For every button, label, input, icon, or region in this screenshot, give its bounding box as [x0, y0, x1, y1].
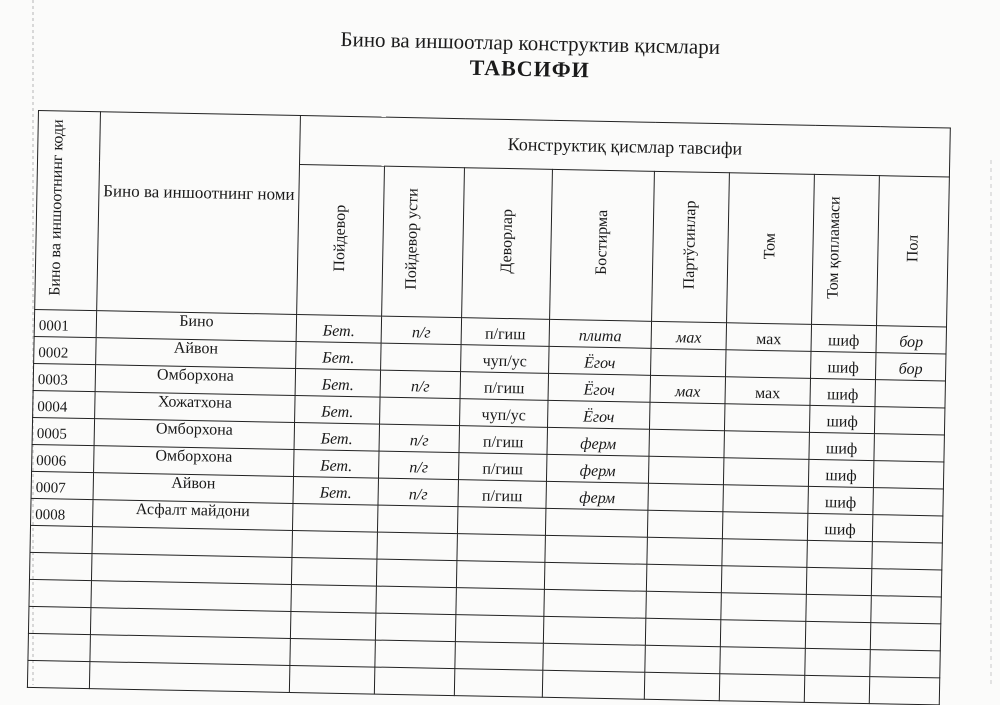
cell-1: Бет.	[295, 368, 381, 397]
cell-3: п/гиш	[458, 453, 547, 482]
cell-5	[648, 483, 724, 511]
cell-name	[90, 635, 290, 666]
cell-6	[722, 539, 808, 568]
cell-code	[29, 579, 92, 607]
cell-5	[651, 348, 727, 376]
cell-name	[89, 662, 289, 693]
cell-code	[27, 660, 90, 688]
cell-name: Бино	[96, 311, 296, 342]
cell-4: ферм	[546, 481, 648, 510]
cell-code: 0007	[31, 471, 94, 499]
header-name	[97, 112, 301, 315]
cell-3	[455, 615, 544, 644]
header-column	[462, 168, 553, 320]
cell-3	[456, 561, 545, 590]
cell-7: шиф	[811, 324, 877, 352]
cell-code: 0005	[32, 417, 95, 445]
cell-7	[805, 648, 871, 676]
cell-3	[456, 588, 545, 617]
cell-7: шиф	[808, 459, 874, 487]
cell-code: 0001	[34, 309, 97, 337]
cell-name: Омборхона	[95, 365, 295, 396]
cell-4	[544, 589, 646, 618]
cell-8	[869, 677, 940, 705]
cell-6	[723, 458, 809, 487]
cell-6: мах	[725, 377, 811, 406]
cell-1	[291, 557, 377, 586]
cell-5	[646, 564, 722, 592]
cell-4	[545, 508, 647, 537]
cell-8: бор	[876, 326, 947, 354]
cell-8	[875, 380, 946, 408]
cell-7: шиф	[810, 378, 876, 406]
header-group-label: Конструктиқ қисмлар тавсифи	[507, 133, 743, 159]
cell-code: 0003	[33, 363, 96, 391]
cell-1	[290, 611, 376, 640]
cell-code: 0006	[32, 444, 95, 472]
header-column-label: Деворлар	[497, 208, 516, 274]
cell-code: 0008	[31, 498, 94, 526]
cell-7	[805, 621, 871, 649]
cell-3: п/гиш	[460, 372, 549, 401]
header-column	[652, 171, 730, 322]
cell-1	[292, 503, 378, 532]
cell-5	[649, 402, 725, 430]
cell-5: мах	[651, 321, 727, 349]
cell-code	[28, 633, 91, 661]
cell-8	[872, 515, 943, 543]
cell-3	[454, 669, 543, 698]
construction-parts-table	[27, 110, 951, 705]
cell-7: шиф	[808, 486, 874, 514]
cell-2	[377, 505, 458, 534]
cell-4: плита	[549, 319, 651, 348]
header-column-label: Пойдевор	[330, 204, 350, 272]
cell-2: п/г	[380, 370, 461, 399]
cell-name	[90, 608, 290, 639]
cell-1	[289, 665, 375, 694]
cell-6	[721, 566, 807, 595]
cell-8	[870, 623, 941, 651]
cell-3: чуп/ус	[461, 345, 550, 374]
document-heading	[280, 25, 781, 87]
description-table-sheet	[27, 110, 951, 705]
cell-2	[376, 559, 457, 588]
cell-name: Омборхона	[94, 419, 294, 450]
cell-2: п/г	[378, 451, 459, 480]
cell-1: Бет.	[294, 449, 380, 478]
cell-8	[871, 596, 942, 624]
document-title: Бино ва иншоотлар конструктив қисмлари	[340, 27, 721, 59]
cell-7	[807, 540, 873, 568]
cell-8: бор	[875, 353, 946, 381]
cell-code: 0002	[34, 336, 97, 364]
cell-3: чуп/ус	[460, 399, 549, 428]
cell-4: ферм	[546, 454, 648, 483]
cell-8	[870, 650, 941, 678]
cell-3: п/гиш	[461, 318, 550, 347]
cell-5	[645, 618, 721, 646]
cell-4: ферм	[547, 427, 649, 456]
cell-1	[290, 638, 376, 667]
cell-6	[721, 593, 807, 622]
cell-3	[457, 507, 546, 536]
header-column	[877, 176, 950, 327]
cell-1: Бет.	[293, 476, 379, 505]
cell-2	[381, 343, 462, 372]
cell-2	[374, 667, 455, 696]
cell-name: Айвон	[96, 338, 296, 369]
cell-1: Бет.	[296, 315, 382, 344]
cell-5	[646, 591, 722, 619]
cell-5	[647, 537, 723, 565]
cell-4	[543, 643, 645, 672]
header-column	[382, 166, 465, 318]
cell-3: п/гиш	[459, 426, 548, 455]
cell-code: 0004	[33, 390, 96, 418]
cell-7	[806, 594, 872, 622]
cell-2	[380, 397, 461, 426]
header-code	[35, 111, 101, 311]
cell-8	[874, 407, 945, 435]
header-column-label: Бостирма	[592, 210, 611, 276]
cell-7	[806, 567, 872, 595]
cell-2: п/г	[379, 424, 460, 453]
cell-name: Хожатхона	[95, 392, 295, 423]
cell-8	[871, 569, 942, 597]
cell-2	[375, 640, 456, 669]
cell-6	[723, 485, 809, 514]
cell-name: Омборхона	[94, 446, 294, 477]
cell-6	[724, 431, 810, 460]
cell-name	[92, 527, 292, 558]
cell-1	[292, 530, 378, 559]
cell-5	[645, 645, 721, 673]
cell-3	[457, 534, 546, 563]
cell-name	[91, 554, 291, 585]
cell-2	[376, 586, 457, 615]
header-column	[550, 169, 655, 321]
cell-code	[29, 552, 92, 580]
header-column	[812, 174, 880, 325]
cell-7: шиф	[810, 351, 876, 379]
cell-8	[873, 488, 944, 516]
header-column-label: Пол	[903, 234, 922, 263]
document-subtitle: ТАВСИФИ	[469, 54, 591, 83]
cell-3: п/гиш	[458, 480, 547, 509]
cell-6	[724, 404, 810, 433]
cell-3	[455, 642, 544, 671]
header-code-label: Бино ва иншоотнинг коди	[45, 119, 67, 297]
header-column-label: Партўсинлар	[680, 200, 700, 290]
cell-5	[649, 429, 725, 457]
cell-1	[291, 584, 377, 613]
cell-8	[872, 542, 943, 570]
cell-7: шиф	[809, 405, 875, 433]
header-column	[297, 165, 385, 317]
header-column-label: Том қопламаси	[824, 195, 844, 299]
cell-6	[722, 512, 808, 541]
scan-right-edge	[990, 160, 992, 685]
cell-code	[28, 606, 91, 634]
cell-6	[720, 647, 806, 676]
table-body	[27, 309, 946, 704]
cell-4: Ёгоч	[548, 400, 650, 429]
cell-8	[873, 461, 944, 489]
cell-code	[30, 525, 93, 553]
cell-4	[543, 616, 645, 645]
cell-5	[648, 456, 724, 484]
cell-1: Бет.	[296, 341, 382, 370]
cell-4	[545, 535, 647, 564]
cell-6	[720, 620, 806, 649]
cell-2: п/г	[378, 478, 459, 507]
cell-6	[719, 674, 805, 703]
header-column-label: Пойдевор усти	[402, 188, 422, 291]
cell-4	[544, 562, 646, 591]
cell-2: п/г	[381, 316, 462, 345]
cell-1: Бет.	[294, 422, 380, 451]
cell-2	[377, 532, 458, 561]
cell-name	[91, 581, 291, 612]
header-column	[727, 173, 815, 325]
cell-4: Ёгоч	[549, 346, 651, 375]
cell-6	[726, 350, 812, 379]
cell-name: Асфалт майдони	[93, 500, 293, 531]
cell-5: мах	[650, 375, 726, 403]
cell-5	[644, 672, 720, 700]
header-column-label: Том	[761, 232, 779, 260]
cell-4: Ёгоч	[548, 373, 650, 402]
cell-7: шиф	[809, 432, 875, 460]
cell-name: Айвон	[93, 473, 293, 504]
cell-5	[647, 510, 723, 538]
cell-7	[804, 675, 870, 703]
header-name-label: Бино ва иншоотнинг номи	[103, 181, 295, 204]
cell-8	[874, 434, 945, 462]
cell-1: Бет.	[295, 395, 381, 424]
cell-2	[375, 613, 456, 642]
cell-7: шиф	[807, 513, 873, 541]
cell-6: мах	[726, 323, 812, 352]
